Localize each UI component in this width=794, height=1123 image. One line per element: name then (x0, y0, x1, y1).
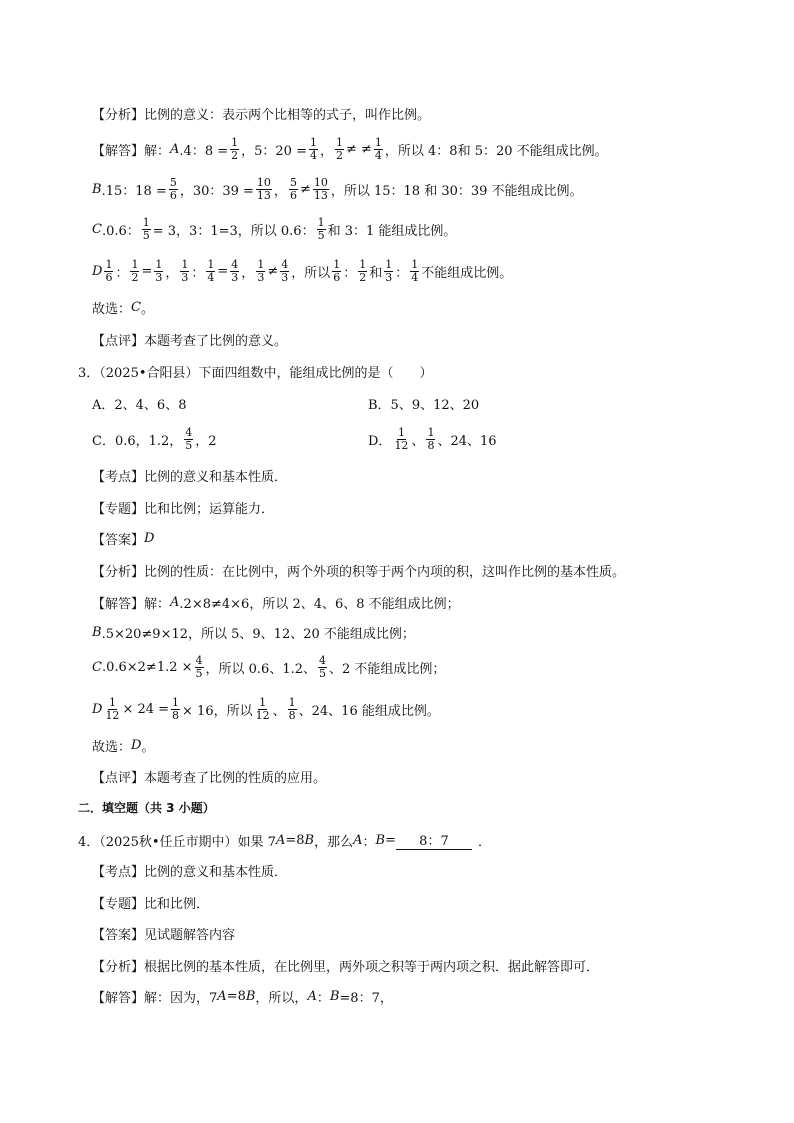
fraction (180, 259, 189, 284)
point-tag: 【考点】 (92, 470, 145, 485)
q4-stem (78, 830, 491, 850)
fraction-numerator: 1 (257, 257, 265, 271)
answer-text: ，5：20 = (241, 143, 307, 159)
answer-text: =8 (226, 989, 246, 1004)
q3-answer-c-line (92, 650, 445, 684)
variable: A (275, 832, 286, 848)
fraction-denominator: 3 (257, 270, 265, 284)
variable: B (329, 989, 340, 1004)
fraction (374, 137, 383, 162)
analysis-tag: 【分析】 (92, 565, 145, 580)
q2-choice-line (92, 298, 154, 317)
choice-label: 故选： (92, 740, 132, 755)
fraction (335, 137, 344, 162)
fraction (393, 427, 409, 452)
fraction (195, 655, 204, 680)
key-tag: 【答案】 (92, 928, 145, 943)
fraction-numerator: 4 (281, 257, 289, 271)
fraction-denominator: 6 (289, 188, 297, 202)
q3-option-a (92, 394, 186, 413)
fraction-numerator: 1 (359, 257, 367, 271)
choice-suffix: 。 (140, 302, 154, 317)
analysis-tag: 【分析】 (92, 960, 145, 975)
fraction (169, 177, 178, 202)
q2-answer-d-line (92, 254, 512, 288)
fraction (154, 259, 163, 284)
answer-text: ， (241, 265, 255, 281)
variable: B (375, 832, 386, 848)
fraction-numerator: 4 (185, 425, 193, 439)
fraction (313, 177, 329, 202)
fraction (332, 259, 341, 284)
fraction (104, 259, 113, 284)
option-text: 、 (411, 433, 425, 449)
topic-text: 比和比例． (144, 897, 210, 912)
fraction (426, 427, 435, 452)
comment-tag: 【点评】 (92, 771, 145, 786)
fraction-numerator: 10 (313, 175, 328, 189)
option-text: D． (368, 433, 392, 449)
fraction-denominator: 12 (105, 708, 120, 722)
q3-comment-line (92, 767, 326, 786)
fraction (184, 427, 193, 452)
fraction (104, 697, 120, 722)
answer-text: .5×20≠9×12，所以 5、9、12、20 不能组成比例； (101, 627, 415, 642)
q4-analysis-line (92, 956, 599, 975)
fraction-numerator: 1 (397, 425, 405, 439)
topic-tag: 【专题】 (92, 897, 145, 912)
fraction-numerator: 1 (335, 135, 343, 149)
option-letter: C (92, 659, 102, 675)
answer-text: × 24 = (122, 701, 170, 717)
answer-text: .0.6： (101, 223, 140, 239)
fraction-denominator: 8 (427, 438, 435, 452)
choice-value: C (131, 300, 141, 315)
section-title: 二．填空题（共 3 小题） (78, 801, 215, 815)
fraction-numerator: 1 (374, 135, 382, 149)
answer-text: ，所以 0.6、1.2、 (205, 661, 316, 677)
q3-option-d (368, 422, 497, 456)
answer-text: ， (165, 265, 179, 281)
fraction-numerator: 10 (256, 175, 271, 189)
answer-text: ≠ (299, 181, 311, 197)
fraction-numerator: 1 (411, 257, 419, 271)
fraction-numerator: 1 (309, 135, 317, 149)
fraction-denominator: 6 (105, 270, 113, 284)
answer-text: ： (395, 265, 409, 281)
fraction-denominator: 3 (181, 270, 189, 284)
fraction-denominator: 3 (231, 270, 239, 284)
answer-text: ，所以 4：8和 5：20 不能组成比例。 (384, 143, 608, 159)
key-tag: 【答案】 (92, 533, 145, 548)
fraction-denominator: 6 (169, 188, 177, 202)
q4-topic-line (92, 893, 209, 912)
q3-topic-line (92, 498, 274, 517)
answer-text: = 3，3：1=3，所以 0.6： (152, 223, 315, 239)
comment-text: 本题考查了比例的意义。 (144, 334, 288, 349)
q3-answer-b-line (92, 623, 415, 642)
fraction (142, 217, 151, 242)
option-text: ，2 (195, 433, 217, 449)
point-tag: 【考点】 (92, 865, 145, 880)
point-text: 比例的意义和基本性质． (144, 470, 288, 485)
answer-text: ： (191, 265, 205, 281)
fraction (410, 259, 419, 284)
variable: B (304, 832, 315, 848)
fraction-numerator: 1 (155, 257, 163, 271)
fraction-numerator: 1 (231, 135, 239, 149)
answer-text: = (217, 263, 229, 279)
option-text: C．0.6，1.2， (92, 433, 183, 449)
question-stem: ，那么 (314, 834, 354, 850)
fraction-numerator: 5 (169, 175, 177, 189)
fraction (317, 217, 326, 242)
analysis-text: 根据比例的基本性质，在比例里，两外项之积等于两内项之积．据此解答即可． (144, 960, 600, 975)
fraction-denominator: 13 (256, 188, 271, 202)
fraction-numerator: 1 (317, 215, 325, 229)
answer-text: =8：7， (339, 991, 393, 1006)
fraction-denominator: 3 (385, 270, 393, 284)
fraction (289, 177, 298, 202)
variable: A (353, 832, 363, 848)
q4-answer-line (92, 987, 393, 1006)
option-letter: A (170, 595, 180, 610)
fraction-denominator: 4 (374, 148, 382, 162)
question-stem: ． (477, 834, 491, 850)
fraction (384, 259, 393, 284)
fraction-denominator: 6 (333, 270, 341, 284)
fraction (256, 259, 265, 284)
comment-text: 本题考查了比例的性质的应用。 (144, 771, 327, 786)
q3-answer-a-line (92, 593, 460, 612)
fraction (130, 259, 139, 284)
question-stem: = (385, 832, 396, 848)
fraction-denominator: 12 (394, 438, 409, 452)
q3-point-line (92, 466, 287, 485)
fraction (318, 655, 327, 680)
answer-text: ≠ ≠ (345, 141, 372, 157)
answer-text: 不能组成比例。 (421, 265, 513, 281)
fraction-numerator: 1 (385, 257, 393, 271)
answer-text: 和 (369, 265, 383, 281)
key-text: D (144, 531, 155, 546)
option-text: A．2、4、6、8 (92, 398, 187, 413)
fraction-numerator: 1 (172, 695, 180, 709)
fraction-numerator: 1 (181, 257, 189, 271)
answer-text: ： (316, 991, 330, 1006)
fraction-numerator: 1 (288, 695, 296, 709)
fraction-numerator: 4 (195, 653, 203, 667)
answer-text: ，所以 15：18 和 30：39 不能组成比例。 (330, 183, 583, 199)
answer-text: .0.6×2≠1.2 × (101, 659, 193, 675)
q2-answer-b-line (92, 172, 583, 206)
fraction-denominator: 5 (319, 666, 326, 680)
fraction-denominator: 5 (195, 666, 203, 680)
fraction-denominator: 5 (317, 228, 325, 242)
q2-answer-c-line (92, 212, 456, 246)
key-text: 见试题解答内容 (144, 928, 236, 943)
variable: A (217, 989, 227, 1004)
answer-text: .15：18 = (101, 183, 167, 199)
answer-text: ，所以 (291, 265, 331, 281)
fraction (255, 697, 271, 722)
fraction-numerator: 4 (319, 653, 326, 667)
fraction-denominator: 13 (313, 188, 328, 202)
fraction-denominator: 4 (207, 270, 215, 284)
question-stem: ： (362, 834, 376, 850)
answer-tag: 【解答】 (92, 143, 145, 159)
fraction-denominator: 8 (288, 708, 296, 722)
fraction-denominator: 5 (142, 228, 150, 242)
answer-text: 解： (144, 597, 171, 612)
analysis-text: 比例的意义：表示两个比相等的式子，叫作比例。 (144, 108, 431, 123)
fraction-denominator: 12 (255, 708, 270, 722)
fraction (230, 259, 239, 284)
answer-text: 、2 不能组成比例； (329, 661, 446, 677)
option-letter: A (170, 141, 180, 157)
q2-comment-line (92, 330, 287, 349)
option-letter: B (92, 625, 102, 640)
answer-tag: 【解答】 (92, 991, 145, 1006)
section-heading (78, 799, 215, 816)
answer-text: ： (115, 265, 129, 281)
fraction (288, 697, 297, 722)
fraction (171, 697, 180, 722)
q3-option-c (92, 422, 217, 456)
answer-text: ， (319, 143, 333, 159)
fraction-numerator: 1 (259, 695, 267, 709)
option-letter: D (92, 263, 103, 279)
point-text: 比例的意义和基本性质． (144, 865, 288, 880)
q4-key-line (92, 924, 235, 943)
fraction (206, 259, 215, 284)
fraction-numerator: 5 (289, 175, 297, 189)
fraction-numerator: 1 (131, 257, 139, 271)
q3-answer-d-line (92, 692, 440, 726)
question-stem: 3．（2025•合阳县）下面四组数中，能组成比例的是（ ） (78, 366, 433, 381)
answer-text: × 16，所以 (182, 703, 253, 719)
fraction-numerator: 1 (427, 425, 435, 439)
question-stem: =8 (285, 832, 305, 848)
fraction-numerator: 1 (142, 215, 150, 229)
answer-text: = (141, 263, 153, 279)
fraction-numerator: 1 (108, 695, 116, 709)
comment-tag: 【点评】 (92, 334, 145, 349)
fraction (309, 137, 318, 162)
fraction-denominator: 2 (131, 270, 139, 284)
fraction (280, 259, 289, 284)
option-text: 、24、16 (437, 433, 497, 449)
topic-tag: 【专题】 (92, 502, 145, 517)
answer-text: 、 (272, 703, 286, 719)
q2-analysis-line (92, 104, 430, 123)
q3-option-b (368, 394, 479, 413)
fraction-denominator: 2 (231, 148, 239, 162)
question-stem: 4．（2025秋•任丘市期中）如果 7 (78, 834, 276, 850)
answer-text: ，所以， (255, 991, 308, 1006)
choice-suffix: 。 (141, 740, 155, 755)
q3-choice-line (92, 736, 154, 755)
q2-answer-a-line (92, 132, 608, 166)
q3-key-line (92, 529, 154, 548)
fraction (358, 259, 367, 284)
answer-text: .4：8 = (179, 143, 229, 159)
choice-value: D (131, 738, 142, 753)
variable: B (245, 989, 256, 1004)
answer-text: 和 3：1 能组成比例。 (327, 223, 457, 239)
answer-text: ≠ (267, 263, 279, 279)
answer-text: .2×8≠4×6，所以 2、4、6、8 不能组成比例； (179, 597, 460, 612)
answer-text: ： (343, 265, 357, 281)
answer-text: 、24、16 能组成比例。 (298, 703, 440, 719)
analysis-text: 比例的性质：在比例中，两个外项的积等于两个内项的积，这叫作比例的基本性质。 (144, 565, 626, 580)
q3-analysis-line (92, 561, 625, 580)
fraction-numerator: 1 (207, 257, 215, 271)
fraction-denominator: 2 (335, 148, 343, 162)
fraction-denominator: 2 (359, 270, 367, 284)
fraction-numerator: 4 (231, 257, 239, 271)
fraction-denominator: 5 (185, 438, 193, 452)
answer-tag: 【解答】 (92, 597, 145, 612)
option-letter: D (92, 701, 103, 717)
fraction (230, 137, 239, 162)
answer-text: ，30：39 = (179, 183, 254, 199)
analysis-tag: 【分析】 (92, 108, 145, 123)
fraction-denominator: 3 (155, 270, 163, 284)
answer-blank: 8：7 (396, 830, 472, 850)
option-letter: B (92, 181, 102, 197)
answer-text: ， (273, 183, 287, 199)
answer-text: 解： (144, 143, 171, 159)
fraction-numerator: 1 (333, 257, 341, 271)
choice-label: 故选： (92, 302, 132, 317)
option-text: B．5、9、12、20 (368, 398, 480, 413)
fraction-denominator: 4 (411, 270, 419, 284)
fraction-denominator: 3 (281, 270, 289, 284)
fraction-numerator: 1 (105, 257, 113, 271)
q3-stem (78, 362, 433, 381)
variable: A (307, 989, 317, 1004)
fraction-denominator: 4 (309, 148, 317, 162)
answer-text: 解：因为，7 (144, 991, 218, 1006)
fraction (256, 177, 272, 202)
topic-text: 比和比例；运算能力． (144, 502, 275, 517)
fraction-denominator: 8 (172, 708, 180, 722)
option-letter: C (92, 221, 102, 237)
q4-point-line (92, 861, 287, 880)
